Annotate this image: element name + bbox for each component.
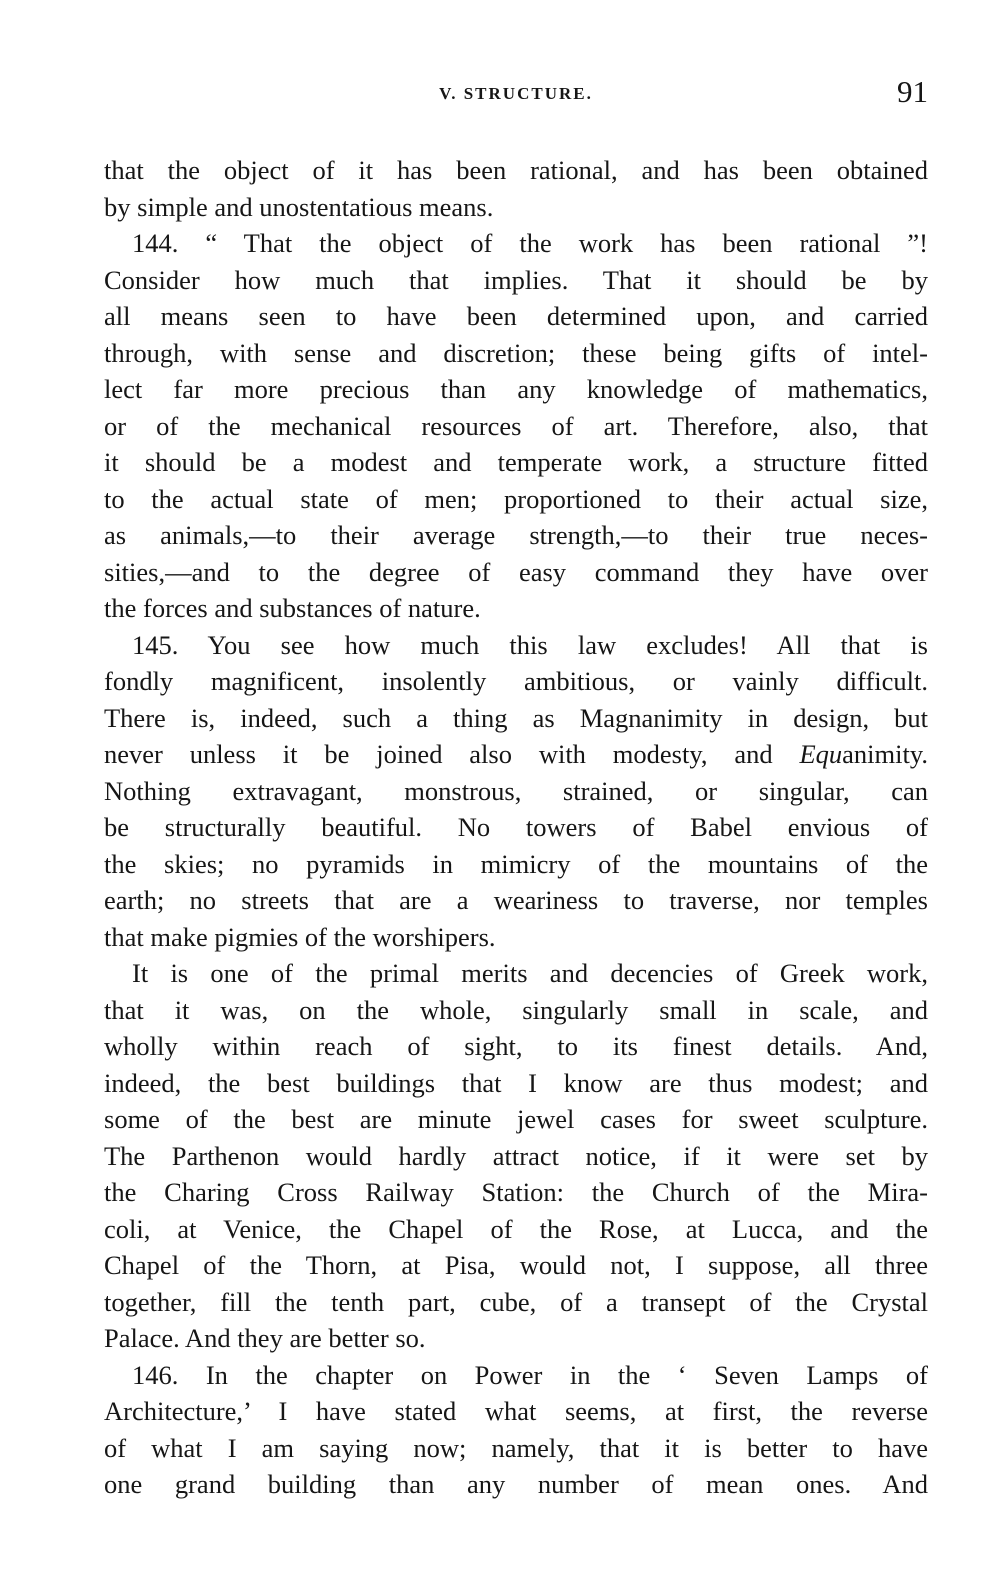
text-line: lect far more precious than any knowledge of mathematics, bbox=[104, 374, 928, 404]
text-line: together, fill the tenth part, cube, of a transept of the Crystal bbox=[104, 1286, 928, 1317]
body-text bbox=[104, 152, 928, 1503]
text-line: through, with sense and discretion; these being gifts of intel- bbox=[104, 337, 928, 368]
page-number: 91 bbox=[897, 74, 928, 109]
text-line: sities,—and to the degree of easy command they have over bbox=[104, 556, 928, 587]
text-line: wholly within reach of sight, to its finest details. And, bbox=[104, 1031, 928, 1061]
text-line: the Charing Cross Railway Station: the Church of the Mira- bbox=[104, 1177, 928, 1207]
text-line: The Parthenon would hardly attract notice, if it were set by bbox=[104, 1140, 928, 1171]
paragraph-greek-work-start: It is one of the primal merits and decencies of Greek work, bbox=[132, 958, 928, 988]
text-line: Nothing extravagant, monstrous, strained, or singular, can bbox=[104, 775, 928, 806]
text-segment: never unless it be joined also with modesty, and bbox=[104, 739, 800, 769]
text-line: Palace. And they are better so. bbox=[104, 1323, 426, 1353]
italic-emphasis: Equ bbox=[799, 739, 843, 769]
text-line: coli, at Venice, the Chapel of the Rose, at Lucca, and the bbox=[104, 1213, 928, 1244]
text-line: the forces and substances of nature. bbox=[104, 593, 481, 623]
paragraph-144-start: 144. “ That the object of the work has been rational ”! bbox=[132, 228, 928, 258]
text-line: the skies; no pyramids in mimicry of the mountains of the bbox=[104, 848, 928, 879]
text-line: fondly magnificent, insolently ambitious, or vainly difficult. bbox=[104, 666, 928, 696]
text-line: it should be a modest and temperate work, a structure fitted bbox=[104, 447, 928, 477]
text-line: Chapel of the Thorn, at Pisa, would not, I suppose, all three bbox=[104, 1250, 928, 1280]
text-line: to the actual state of men; proportioned to their actual size, bbox=[104, 483, 928, 514]
text-line: be structurally beautiful. No towers of Babel envious of bbox=[104, 812, 928, 842]
text-line: that it was, on the whole, singularly small in scale, and bbox=[104, 994, 928, 1025]
text-line: as animals,—to their average strength,—to their true neces- bbox=[104, 520, 928, 550]
text-line: Architecture,’ I have stated what seems, at first, the reverse bbox=[104, 1396, 928, 1426]
text-line: Consider how much that implies. That it should be by bbox=[104, 264, 928, 295]
text-line: indeed, the best buildings that I know are thus modest; and bbox=[104, 1067, 928, 1098]
text-line: of what I am saying now; namely, that it is better to have bbox=[104, 1432, 928, 1463]
paragraph-146-start: 146. In the chapter on Power in the ‘ Seven Lamps of bbox=[132, 1359, 928, 1390]
text-line-with-italic bbox=[104, 736, 928, 773]
text-line: There is, indeed, such a thing as Magnanimity in design, but bbox=[104, 702, 928, 733]
text-segment: animity. bbox=[842, 739, 928, 769]
running-head bbox=[104, 74, 928, 114]
text-line: all means seen to have been determined upon, and carried bbox=[104, 301, 928, 331]
text-line: by simple and unostentatious means. bbox=[104, 191, 494, 222]
text-line: that make pigmies of the worshipers. bbox=[104, 921, 496, 952]
text-line: that the object of it has been rational, and has been obtained bbox=[104, 155, 928, 185]
text-line: earth; no streets that are a weariness to traverse, nor temples bbox=[104, 885, 928, 915]
running-title: V. STRUCTURE. bbox=[439, 84, 593, 103]
paragraph-145-start: 145. You see how much this law excludes! All that is bbox=[132, 629, 928, 660]
text-line: some of the best are minute jewel cases for sweet sculpture. bbox=[104, 1104, 928, 1134]
text-line: or of the mechanical resources of art. Therefore, also, that bbox=[104, 410, 928, 441]
text-line: one grand building than any number of mean ones. And bbox=[104, 1469, 928, 1499]
